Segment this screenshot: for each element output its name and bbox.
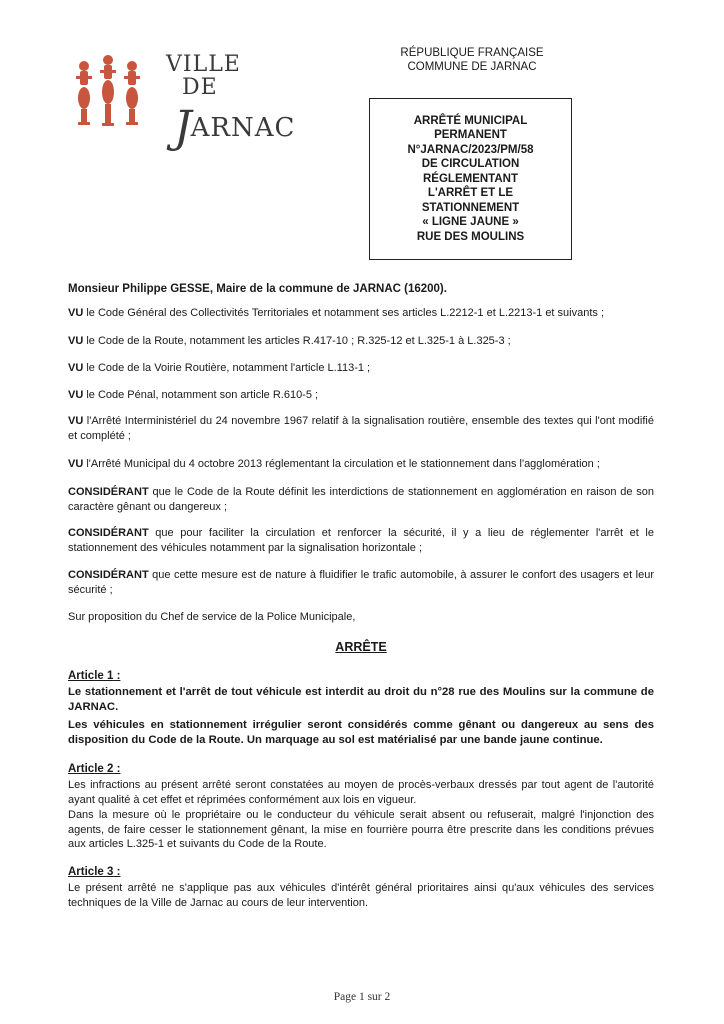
vu-lead: VU [68,415,84,427]
article-1-paragraph-2: Les véhicules en stationnement irrégulier seront considérés comme gênant ou dangereux au sens des disposition du Code de la Route. Un marquage au sol est matérialisé par une bande jaune continue. [68,719,654,746]
jarnac-figures-icon [72,54,144,130]
republique-line: RÉPUBLIQUE FRANÇAISE [400,47,544,59]
title-line: ARRÊTÉ MUNICIPAL [413,114,528,127]
arrete-heading [68,640,654,654]
vu-text: le Code Général des Collectivités Territoriales et notamment ses articles L.2212-1 et L.2213-1 et suivants ; [83,307,605,319]
title-line: L'ARRÊT ET LE [427,187,514,200]
vu-lead: VU [68,389,84,401]
logo-line-ville: VILLE [166,52,241,77]
logo-initial: J [174,102,193,153]
vu-paragraph [68,457,654,472]
considerant-paragraph [68,526,654,555]
article-1-title: Article 1 : [68,670,120,682]
article-3-paragraph-1: Le présent arrêté ne s'applique pas aux véhicules d'intérêt général prioritaires ainsi qu'aux véhicules des services techniques de la Ville de Jarnac au cours de leur intervention. [68,882,654,909]
considerant-paragraph [68,485,654,514]
article-2-paragraph-1: Les infractions au présent arrêté seront constatées au moyen de procès-verbaux dressés par tout agent de l'autorité ayant qualité à cet effet et réprimées conformément aux lois en vigueur. [68,779,654,806]
vu-paragraph [68,414,654,443]
title-line: RUE DES MOULINS [416,230,525,243]
vu-paragraph [68,388,654,403]
article-1-paragraph-1: Le stationnement et l'arrêt de tout véhicule est interdit au droit du n°28 rue des Moulins sur la commune de JARNAC. [68,686,654,713]
mayor-line: Monsieur Philippe GESSE, Maire de la commune de JARNAC (16200). [68,283,447,295]
republic-header [372,46,572,74]
logo-line-de: DE [182,75,218,100]
considerant-paragraph [68,568,654,597]
vu-text: l'Arrêté Municipal du 4 octobre 2013 réglementant la circulation et le stationnement dans l'agglomération ; [83,458,600,470]
arrete-heading-text: ARRÊTE [335,640,387,654]
considerant-text: que cette mesure est de nature à fluidifier le trafic automobile, à assurer le confort des usagers et leur sécurité ; [68,569,654,596]
title-line: N°JARNAC/2023/PM/58 [407,143,534,156]
vu-lead: VU [68,335,84,347]
title-line: PERMANENT [434,129,507,142]
considerant-lead: CONSIDÉRANT [68,569,149,581]
vu-text: le Code de la Voirie Routière, notamment l'article L.113-1 ; [83,362,371,374]
considerant-text: que pour faciliter la circulation et renforcer la sécurité, il y a lieu de réglementer l'arrêt et le stationnement des véhicules notamment par la signalisation horizontale ; [68,527,654,554]
vu-text: le Code de la Route, notamment les articles R.417-10 ; R.325-12 et L.325-1 à L.325-3 ; [83,335,511,347]
proposition-line: Sur proposition du Chef de service de la Police Municipale, [68,611,356,623]
jarnac-logo [72,52,296,153]
article-2-title: Article 2 : [68,763,120,775]
vu-text: le Code Pénal, notamment son article R.610-5 ; [83,389,319,401]
vu-text: l'Arrêté Interministériel du 24 novembre 1967 relatif à la signalisation routière, ensemble des textes qui l'ont modifié et complété ; [68,415,654,442]
page-number: Page 1 sur 2 [333,991,391,1003]
vu-lead: VU [68,458,84,470]
vu-paragraph [68,306,654,321]
title-line: DE CIRCULATION [421,158,520,171]
considerant-lead: CONSIDÉRANT [68,527,149,539]
logo-rest: ARNAC [190,113,296,143]
vu-paragraph [68,361,654,376]
title-line: « LIGNE JAUNE » [422,216,519,229]
decree-title-box [369,98,572,260]
considerant-text: que le Code de la Route définit les interdictions de stationnement en agglomération en raison de son caractère gênant ou dangereux ; [68,486,654,513]
vu-lead: VU [68,362,84,374]
article-3-title: Article 3 : [68,866,120,878]
vu-paragraph [68,334,654,349]
vu-lead: VU [68,307,84,319]
logo-line-jarnac [174,96,296,153]
considerant-lead: CONSIDÉRANT [68,486,149,498]
title-line: STATIONNEMENT [421,201,520,214]
title-line: RÉGLEMENTANT [423,172,518,185]
article-2-paragraph-2: Dans la mesure où le propriétaire ou le conducteur du véhicule serait absent ou refuserait, malgré l'injonction des agents, de faire cesser le stationnement gênant, la mise en fourrière pourra être prescrite dans les conditions prévues aux articles L.325-1 et suivants du Code de la Route. [68,809,654,850]
commune-line: COMMUNE DE JARNAC [407,61,537,73]
